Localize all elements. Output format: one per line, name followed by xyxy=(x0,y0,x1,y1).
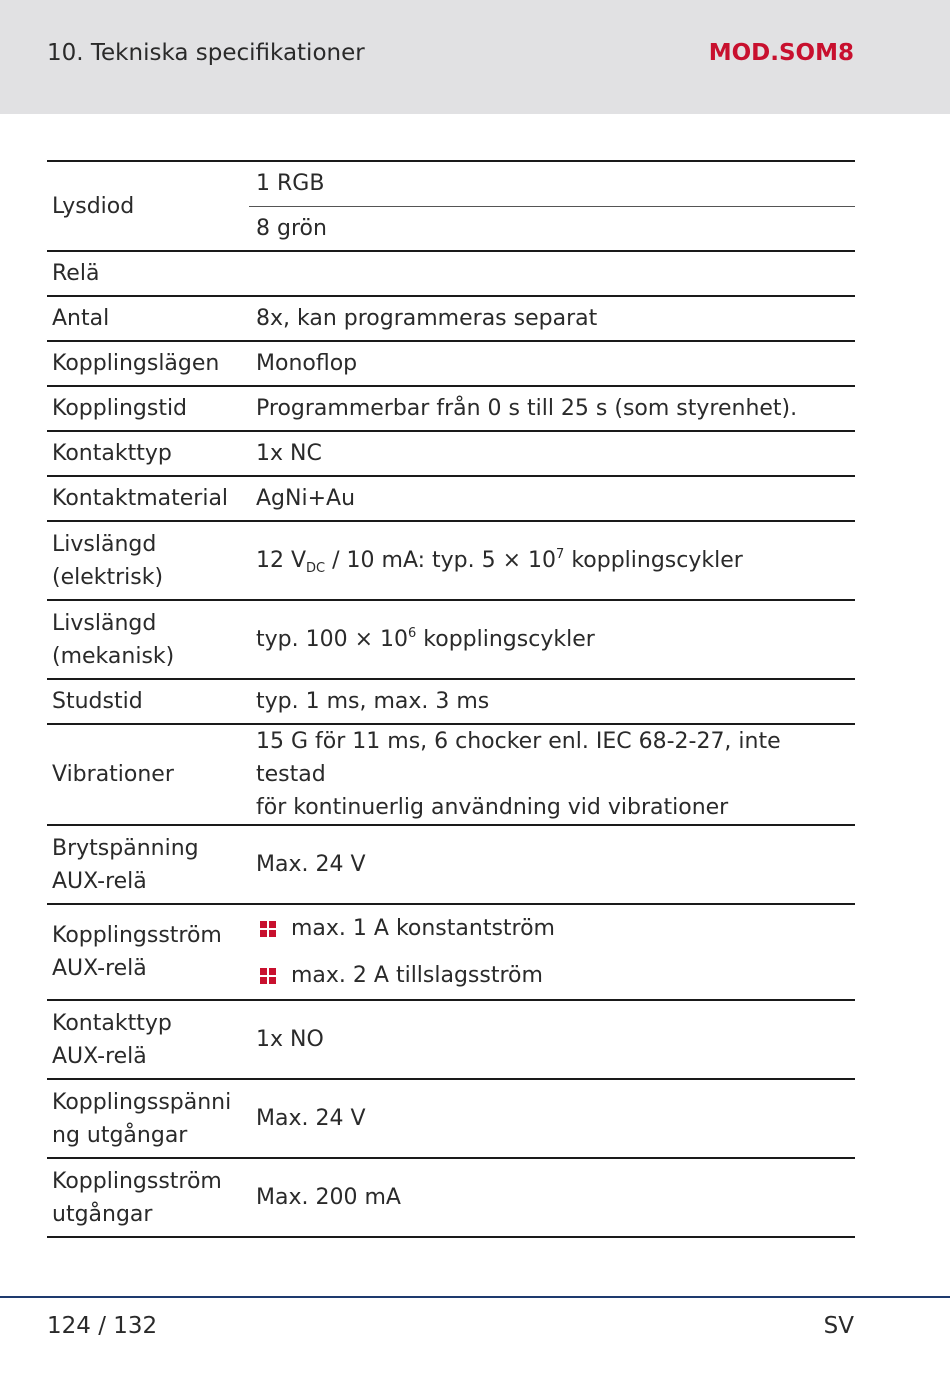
row-label xyxy=(47,1000,249,1079)
row-value: Max. 200 mA xyxy=(249,1158,855,1237)
row-label-line: (mekanisk) xyxy=(52,643,175,669)
row-value: 1x NO xyxy=(249,1000,855,1079)
section-title: 10. Tekniska specifikationer xyxy=(47,40,365,66)
row-label: Vibrationer xyxy=(47,724,249,825)
row-label-line: AUX-relä xyxy=(52,868,147,894)
row-label-line: (elektrisk) xyxy=(52,564,164,590)
row-label-line: Kopplingsspänni xyxy=(52,1089,232,1115)
bullet-squares-icon xyxy=(260,921,276,937)
row-label xyxy=(47,904,249,1000)
table-row xyxy=(47,825,855,904)
row-label: Studstid xyxy=(47,679,249,724)
row-label: Kontakttyp xyxy=(47,431,249,476)
table-row xyxy=(47,341,855,386)
row-label-line: Kopplingsström xyxy=(52,923,222,948)
row-label: Kontaktmaterial xyxy=(47,476,249,521)
row-value: AgNi+Au xyxy=(249,476,855,521)
list-item xyxy=(256,952,850,999)
table-row xyxy=(47,679,855,724)
spec-table xyxy=(47,160,855,1238)
row-label-line: Brytspänning xyxy=(52,835,199,861)
value-text: kopplingscykler xyxy=(564,548,743,573)
row-value xyxy=(249,600,855,679)
model-name: MOD.SOM8 xyxy=(708,40,854,66)
table-row xyxy=(47,1000,855,1079)
table-row xyxy=(47,724,855,825)
table-row xyxy=(47,476,855,521)
list-item-text: max. 1 A konstantström xyxy=(291,916,555,941)
row-label: Antal xyxy=(47,296,249,341)
row-value xyxy=(249,724,855,825)
row-value: Max. 24 V xyxy=(249,825,855,904)
row-value xyxy=(249,904,855,1000)
row-value: 8 grön xyxy=(249,206,855,251)
value-subscript: DC xyxy=(306,561,326,576)
bullet-squares-icon xyxy=(260,968,276,984)
row-label xyxy=(47,1079,249,1158)
row-label xyxy=(47,825,249,904)
table-row xyxy=(47,296,855,341)
page-number: 124 / 132 xyxy=(47,1313,158,1339)
row-value xyxy=(249,521,855,600)
page-header xyxy=(0,0,950,114)
row-label-line: AUX-relä xyxy=(52,956,147,981)
row-label: Kopplingslägen xyxy=(47,341,249,386)
language-code: SV xyxy=(823,1313,854,1339)
row-label-line: Kontakttyp xyxy=(52,1010,172,1036)
value-superscript: 7 xyxy=(556,547,565,562)
row-value: Programmerbar från 0 s till 25 s (som styrenhet). xyxy=(249,386,855,431)
row-value: typ. 1 ms, max. 3 ms xyxy=(249,679,855,724)
row-label: Kopplingstid xyxy=(47,386,249,431)
table-row xyxy=(47,1158,855,1237)
row-value: 8x, kan programmeras separat xyxy=(249,296,855,341)
value-line: för kontinuerlig användning vid vibrationer xyxy=(256,795,729,820)
row-label-line: ng utgångar xyxy=(52,1122,188,1148)
list-item xyxy=(256,905,850,952)
row-label-line: Kopplingsström xyxy=(52,1168,222,1194)
row-label-line: Livslängd xyxy=(52,531,157,557)
table-row xyxy=(47,251,855,296)
row-label-line: Livslängd xyxy=(52,610,157,636)
table-row xyxy=(47,1079,855,1158)
table-row xyxy=(47,521,855,600)
table-row xyxy=(47,600,855,679)
value-text: kopplingscykler xyxy=(416,627,595,652)
row-value: 1x NC xyxy=(249,431,855,476)
section-label: Relä xyxy=(47,251,855,296)
row-label-line: AUX-relä xyxy=(52,1043,147,1069)
value-text: / 10 mA: typ. 5 × 10 xyxy=(325,548,557,573)
row-value: 1 RGB xyxy=(249,161,855,206)
value-text: 12 V xyxy=(256,548,307,573)
row-label xyxy=(47,600,249,679)
table-row xyxy=(47,161,855,206)
value-line: 15 G för 11 ms, 6 chocker enl. IEC 68-2-27, inte testad xyxy=(256,729,781,787)
value-text: typ. 100 × 10 xyxy=(256,627,409,652)
row-value: Max. 24 V xyxy=(249,1079,855,1158)
row-label xyxy=(47,521,249,600)
table-row xyxy=(47,431,855,476)
row-label-line: utgångar xyxy=(52,1201,153,1227)
row-label: Lysdiod xyxy=(47,161,249,251)
footer-divider xyxy=(0,1296,950,1298)
table-row xyxy=(47,386,855,431)
list-item-text: max. 2 A tillslagsström xyxy=(291,963,543,988)
table-row xyxy=(47,904,855,1000)
row-label xyxy=(47,1158,249,1237)
value-superscript: 6 xyxy=(408,626,417,641)
row-value: Monoflop xyxy=(249,341,855,386)
